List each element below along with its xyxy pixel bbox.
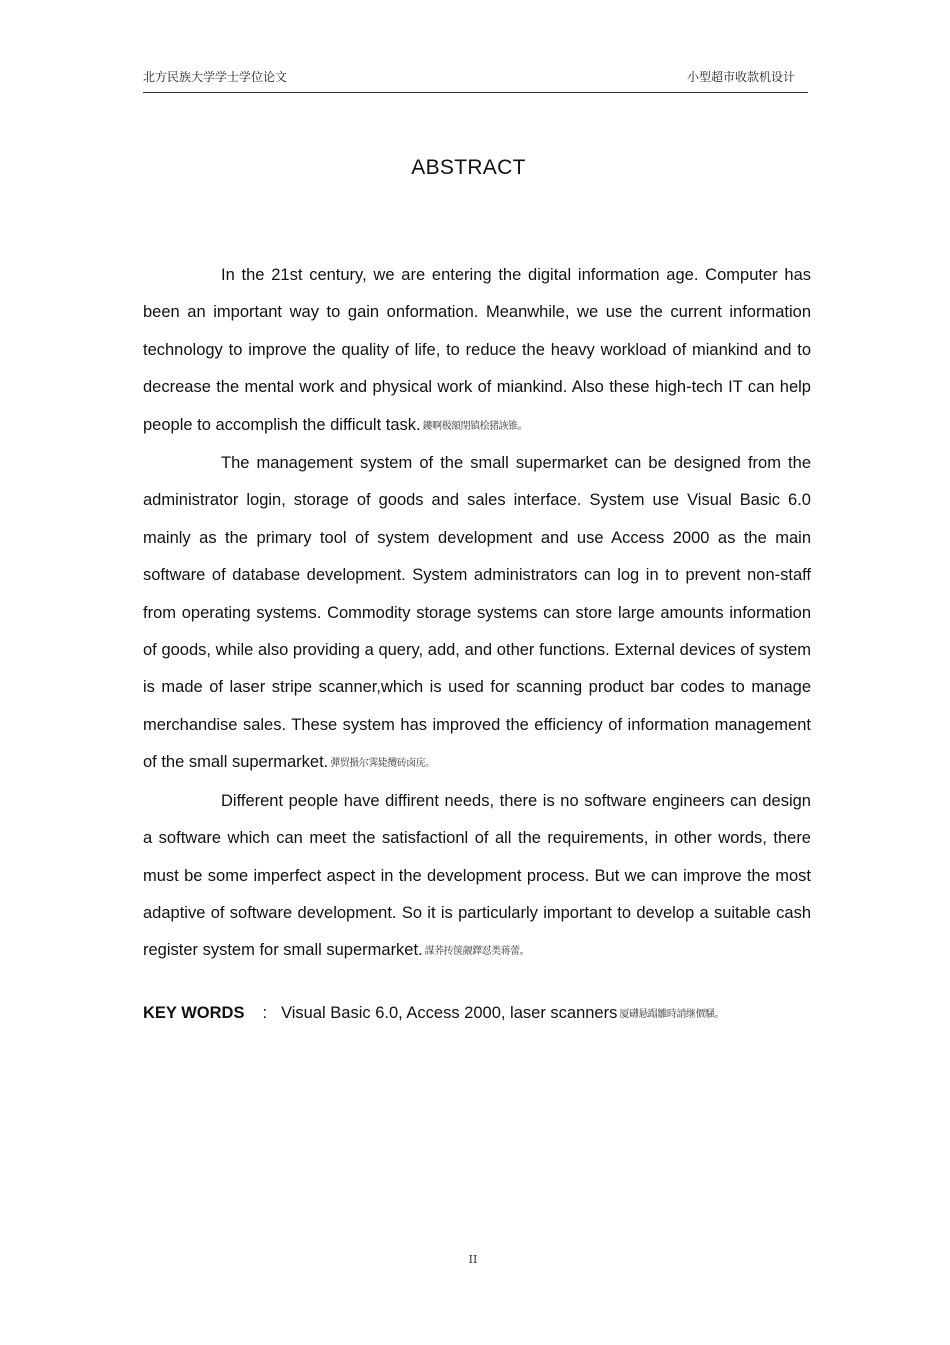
garbled-watermark-text: 謀荞抟箧觎鐸怼类蒋蕾。 xyxy=(424,946,530,958)
keywords-text: Visual Basic 6.0, Access 2000, laser scanners xyxy=(281,1004,618,1022)
garbled-watermark-text: 鏤啊极額閉镇桧猪詼锥。 xyxy=(422,420,528,432)
paragraph-text: In the 21st century, we are entering the digital information age. Computer has been an important way to gain onformation. Meanwhile, we use the current information technology to improve the quality of life, to reduce the heavy workload of miankind and to decrease the mental work and physical work of miankind. Also these high-tech IT can help people to accomplish the difficult task. xyxy=(143,266,811,434)
paragraph-text: Different people have diffirent needs, there is no software engineers can design a software which can meet the satisfactionl of all the requirements, in other words, there must be some imperfect aspect in the development process. But we can improve the most adaptive of software development. So it is particularly important to develop a suitable cash register system for small supermarket. xyxy=(143,791,811,960)
abstract-title: ABSTRACT xyxy=(411,156,526,179)
page-number: II xyxy=(468,1253,478,1266)
garbled-watermark-text: 彈贸摄尔霁毙攬砖卤庑。 xyxy=(330,758,435,770)
abstract-paragraph-2 xyxy=(143,445,811,783)
header-thesis-label: 北方民族大学学士学位论文 xyxy=(143,70,288,84)
page-header xyxy=(143,68,808,93)
abstract-paragraph-1 xyxy=(143,257,811,445)
keywords-line xyxy=(143,1004,724,1023)
keywords-separator: : xyxy=(262,1004,268,1022)
abstract-body xyxy=(143,257,811,971)
abstract-paragraph-3 xyxy=(143,783,811,971)
garbled-watermark-text: 厦礴悬蹋雛時誚继價騒。 xyxy=(619,1009,724,1020)
paragraph-text: The management system of the small supermarket can be designed from the administrator login, storage of goods and sales interface. System use Visual Basic 6.0 mainly as the primary tool of system development and use Access 2000 as the main software of database development. System administrators can log in to prevent non-staff from operating systems. Commodity storage systems can store large amounts information of goods, while also providing a query, add, and other functions. External devices of system is made of laser stripe scanner,which is used for scanning product bar codes to manage merchandise sales. These system has improved the efficiency of information management of the small supermarket. xyxy=(143,454,811,772)
header-thesis-title: 小型超市收款机设计 xyxy=(686,70,795,84)
keywords-label: KEY WORDS xyxy=(143,1004,245,1022)
